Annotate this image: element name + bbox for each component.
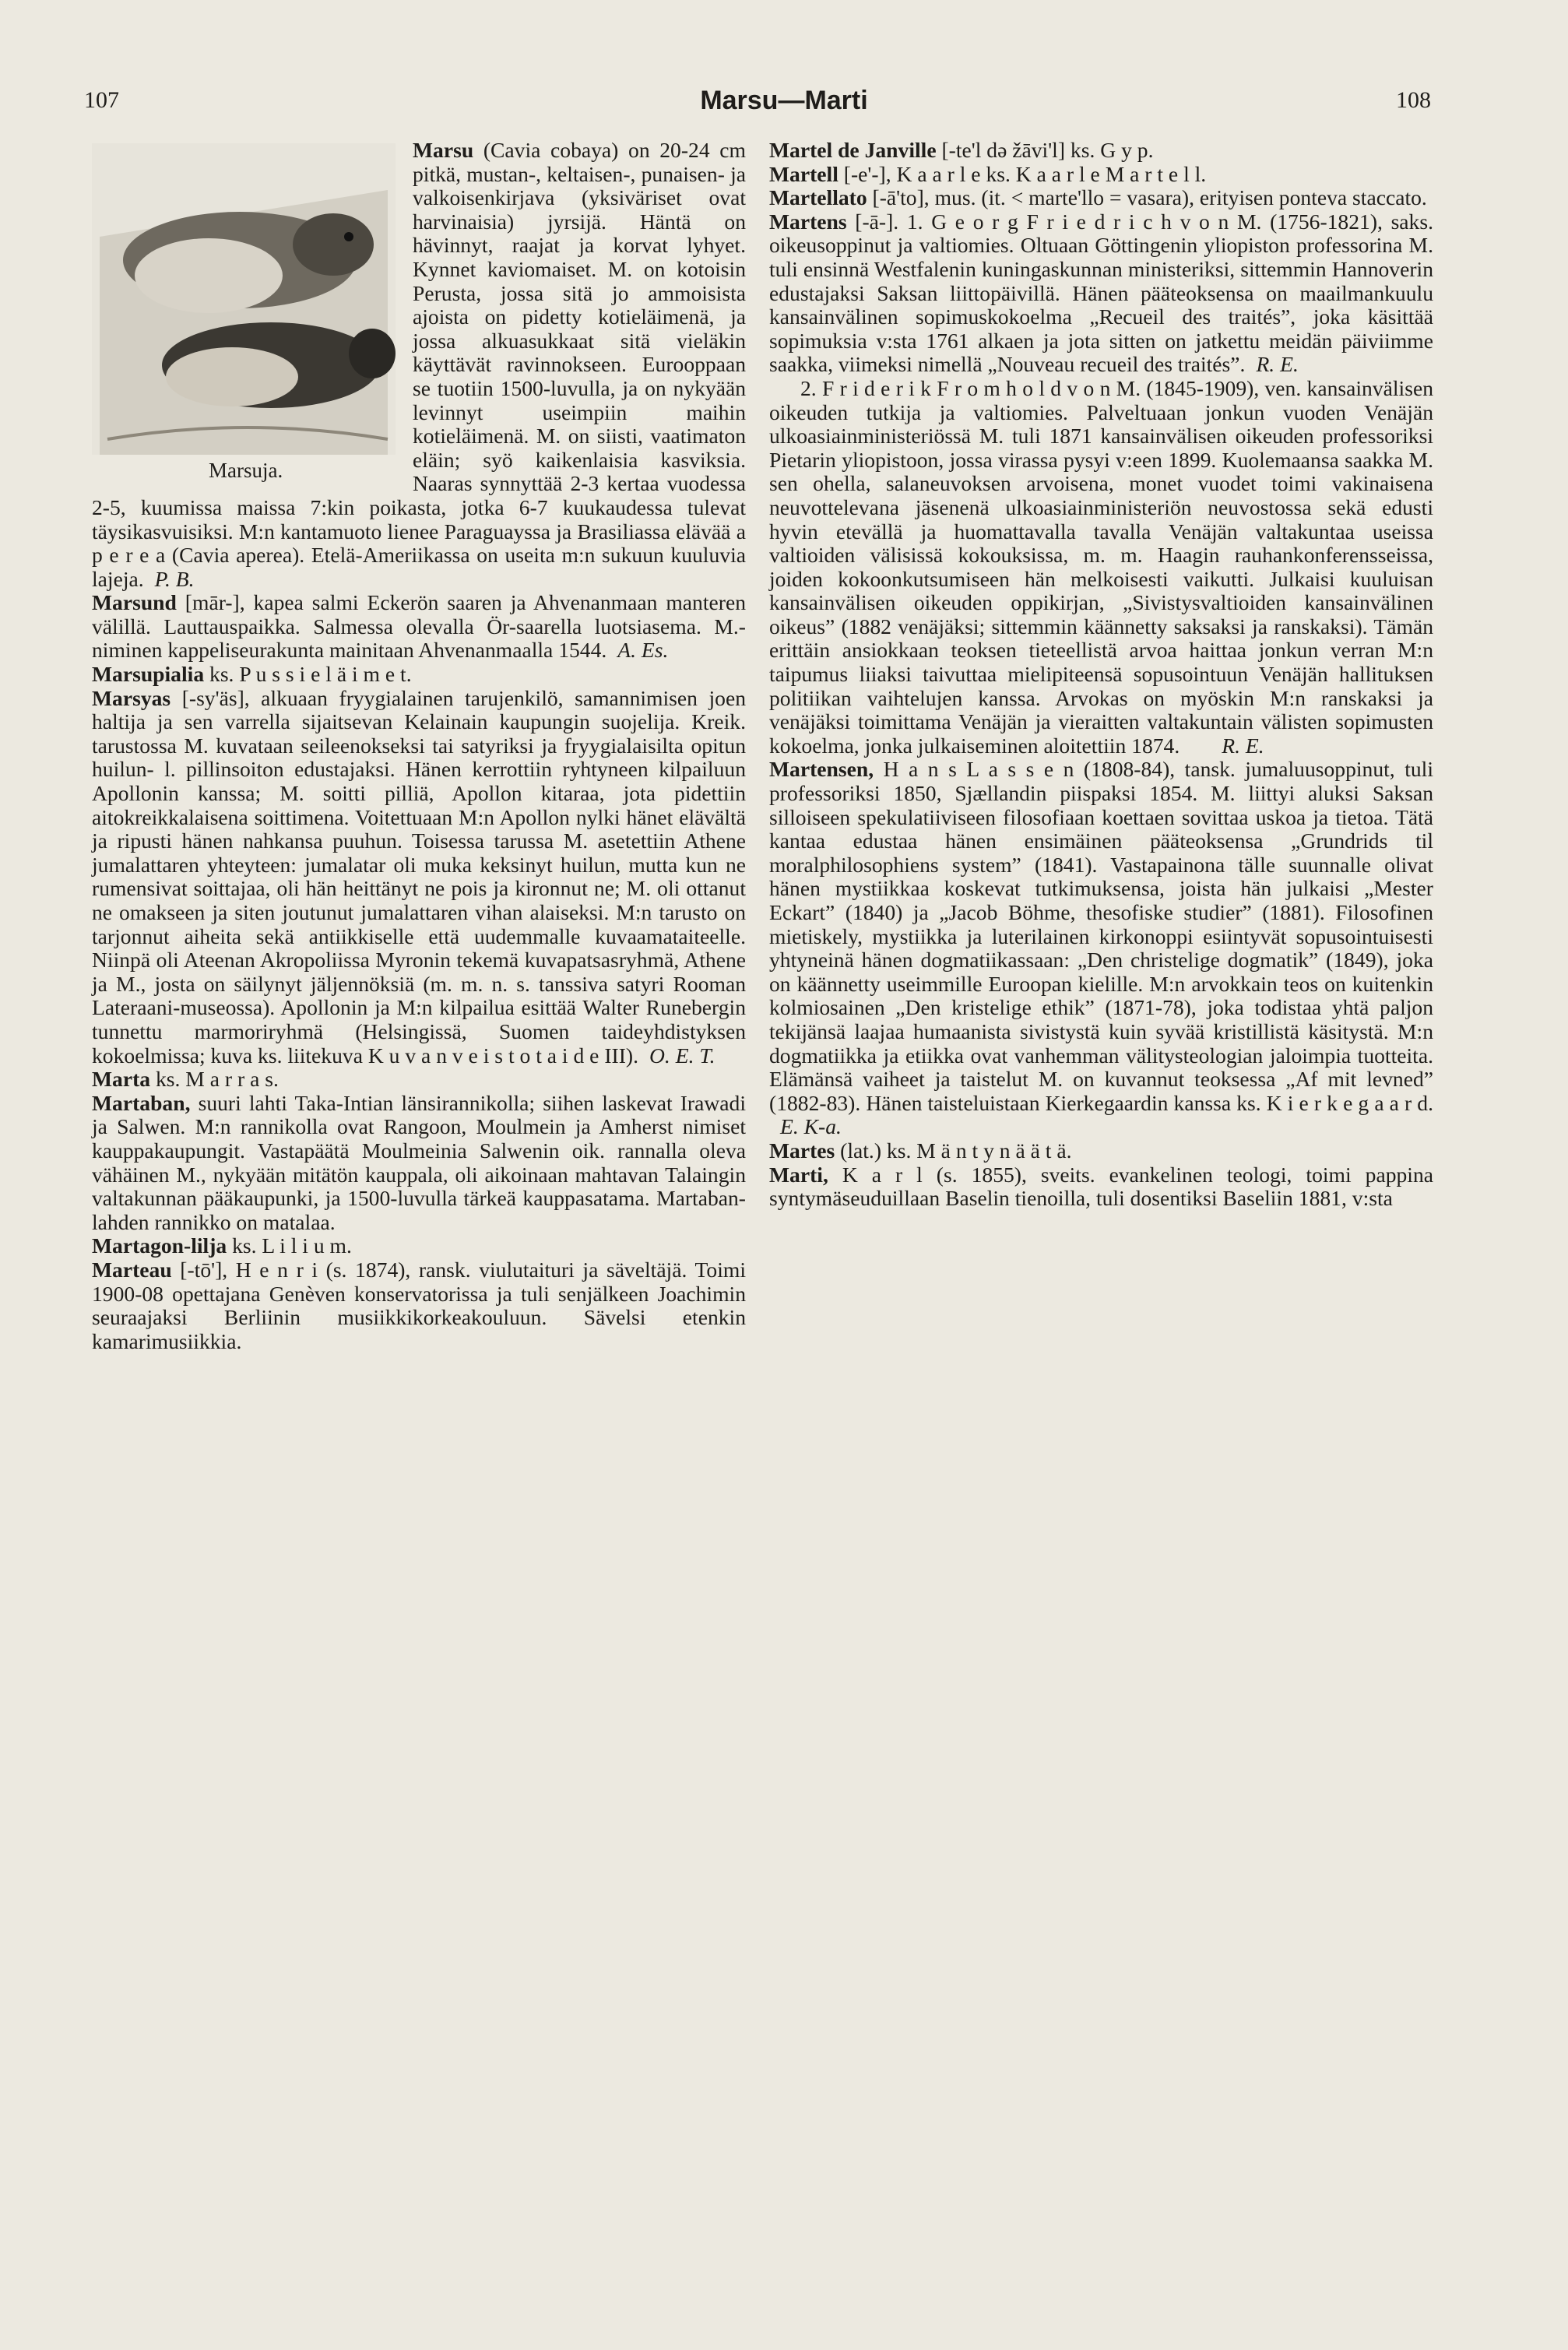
entry <box>769 210 1433 377</box>
entry-body: ks. P u s s i e l ä i m e t. <box>204 662 412 687</box>
entry-headword: Marsund <box>92 590 177 615</box>
guinea-pig-drawing <box>92 143 396 455</box>
entry-headword: Marsyas <box>92 685 171 710</box>
entry <box>92 1234 746 1258</box>
entry-body: [-te'l də žāvi'l] ks. G y p. <box>936 138 1154 162</box>
entry-headword: Martagon-lilja <box>92 1233 227 1258</box>
entry-signature: O. E. T. <box>649 1043 715 1068</box>
entry <box>769 758 1433 1139</box>
entry <box>92 687 746 1068</box>
entry-body: (lat.) ks. M ä n t y n ä ä t ä. <box>835 1138 1072 1163</box>
entry-body: K a r l (s. 1855), sveits. evankelinen teologi, toimi pappina syntymäseuduillaan Baselin tienoilla, tuli dosentiksi Baseliin 1881, v:sta <box>769 1162 1433 1211</box>
page-number-right: 108 <box>1396 87 1431 113</box>
entry-body: H a n s L a s s e n (1808-84), tansk. jumaluusoppinut, tuli professoriksi 1850, Sjællandin piispaksi 1854. M. liittyi aluksi Saksan silloiseen spekulatiiviseen filosofiaan koettaen sovittaa uskoa ja tietoa. Tätä kantaa edustaa hänen ensimäinen pääteoksensa „Grundrids til moralphilosophiens system” (1841). Vastapainona tälle suunnalle olivat hänen mystiikkaa koskevat tutkimuksensa, joista hän julkaisi „Mester Eckart” (1840) ja „Jacob Böhme, thesofiske studier” (1881). Filosofinen mietiskely, mystiikka ja luterilainen kirkonoppi esiintyvät sopusointuisesti yhtyneinä hänen dogmatiikassaan: „Den christelige dogmatik” (1849), joka on käännetty useimmille Euroopan kielille. M:n arvokkain teos on kuitenkin kolmiosainen „Den kristelige ethik” (1871-78), joka todistaa yhtä paljon tekijänsä laajaa humaanista sivistystä kuin syvää kristillistä käsitystä. M:n dogmatiikka ja etiikka ovat vanhemman välitysteologian jaloimpia tuotteita. Elämänsä vaiheet ja taistelut M. on kuvannut teoksessa „Af mit levned” (1882-83). Hänen taisteluistaan Kierkegaardin kanssa ks. K i e r k e g a a r d. <box>769 757 1433 1115</box>
entry <box>769 186 1433 210</box>
page-number-left: 107 <box>84 87 119 113</box>
right-column <box>769 139 1433 1211</box>
entry <box>92 1068 746 1092</box>
entry-signature: A. Es. <box>617 638 669 663</box>
entry <box>92 139 746 591</box>
running-head: Marsu—Marti <box>700 86 868 115</box>
entry <box>769 139 1433 163</box>
entry-headword: Martel de Janville <box>769 138 937 162</box>
entry-body: 2. F r i d e r i k F r o m h o l d v o n M. (1845-1909), ven. kansainvälisen oikeuden tutkija ja valtiomies. Palveltuaan jonkun vuoden Venäjän ulkoasiainministeriössä M. tuli 1871 kansainvälisen oikeuden professoriksi Pietarin yliopistoon, jossa virassa pysyi v:een 1899. Kuolemaansa saakka M. sen ohella, salaneuvoksen arvoisena, monet vuodet toimi vakinaisena neuvottelevana jäsenenä ulkoasiainministeriön neuvostossa sekä edusti hyvin etevällä ja huomattavalla tavalla Venäjän valtakuntaa useissa valtioiden välisissä kokouksissa, m. m. Haagin rauhankonferensseissa, joiden kokoonkutsumiseen hän melkoisesti vaikutti. Julkaisi kuuluisan kansainvälisen oikeuden oppikirjan, „Sivistysvaltioiden kansainvälinen oikeus” (1882 venäjäksi; sittemmin käännetty saksaksi ja ranskaksi). Tämän erittäin ansiokkaan teoksen tieteellistä arvoa haittaa jonkun verran M:n taipumus liiaksi taivuttaa mielipiteensä sopusointuun Venäjän hallituksen politiikan vaihtelujen kanssa. Arvokas on myöskin M:n ranskaksi ja venäjäksi toimittama Venäjän ja vieraitten valtakuntain välisten sopimusten kokoelma, jonka julkaiseminen aloitettiin 1874. <box>769 375 1433 758</box>
entry-headword: Martellato <box>769 185 867 210</box>
entry-headword: Marta <box>92 1067 151 1092</box>
entry-body: [-ā-]. 1. G e o r g F r i e d r i c h v o n M. (1756-1821), saks. oikeusoppinut ja valtiomies. Oltuaan Göttingenin yliopiston professorina M. tuli ensinnä Westfalenin kuningaskunnan ministeriksi, sittemmin Hannoverin edustajaksi Saksan liittopäivillä. Hänen pääteoksensa on maailmankuulu kansainvälinen sopimuskokoelma „Recueil des traités”, joka käsittää sopimuksia v:sta 1761 alkaen ja jota sitten on jatkettu meidän päiviimme saakka, viimeksi nimellä „Nouveau recueil des traités”. <box>769 209 1433 377</box>
entry-headword: Martell <box>769 161 838 186</box>
entry <box>92 663 746 687</box>
entry-headword: Martensen, <box>769 757 874 782</box>
entry-body: [-ā'to], mus. (it. < marte'llo = vasara), erityisen ponteva staccato. <box>867 185 1427 210</box>
entry <box>769 377 1433 758</box>
entry-body: [-e'-], K a a r l e ks. K a a r l e M a r t e l l. <box>838 161 1207 186</box>
entry <box>769 1139 1433 1163</box>
guinea-pig-illustration <box>92 143 396 486</box>
entry-body: ks. L i l i u m. <box>227 1233 352 1258</box>
entry-body: (Cavia cobaya) on 20-24 cm pitkä, mustan-, keltaisen-, punaisen- ja valkoisenkirjava (yksiväriset ovat harvinaisia) jyrsijä. Häntä on hävinnyt, raajat ja korvat lyhyet. Kynnet kaviomaiset. M. on kotoisin Perusta, jossa sitä jo ammoisista ajoista on pidetty kotieläimenä, ja jossa alkuasukkaat sitä vieläkin käyttävät ravinnokseen. Eurooppaan se tuotiin 1500-luvulla, ja on nykyään levinnyt useimpiin maihin kotieläimenä. M. on siisti, vaatimaton eläin; syö kaikenlaisia kasviksia. Naaras synnyttää 2-3 kertaa vuodessa 2-5, kuumissa maissa 7:kin poikasta, jotka 6-7 kuukaudessa tulevat täysikasvuisiksi. M:n kantamuoto lienee Paraguayssa ja Brasiliassa elävää a p e r e a (Cavia aperea). Etelä-Ameriikassa on useita m:n sukuun kuuluvia lajeja. <box>92 138 746 591</box>
entry-body: [-tō'], H e n r i (s. 1874), ransk. viulutaituri ja säveltäjä. Toimi 1900-08 opettajana Genèven konservatorissa ja tuli senjälkeen Joachimin seuraajaksi Berliinin musiikkikorkeakouluun. Sävelsi etenkin kamarimusiikkia. <box>92 1257 746 1353</box>
entry-signature: P. B. <box>154 566 195 591</box>
entry-body: [-sy'äs], alkuaan fryygialainen tarujenkilö, samannimisen joen haltija ja sen varrella sijaitsevan Kelainain kaupungin suojelija. Kreik. tarustossa M. kuvataan seileenokseksi tai satyriksi ja fryygialaisilta opitun huilun- l. pillinsoiton edustajaksi. Hänen kerrottiin ryhtyneen kilpailuun Apollonin kanssa; M. soitti pilliä, Apollon kitaraa, jota pidettiin aitokreikkalaisena soittimena. Voitettuaan M:n Apollon nylki hänet elävältä ja ripusti hänen nahkansa puuhun. Toisessa tarussa M. asetettiin Athene jumalattaren yhteyteen: jumalatar oli muka keksinyt huilun, mutta kun ne rumensivat soittajaa, oli hän heittänyt ne pois ja kironnut ne; M. oli ottanut ne omakseen ja siten joutunut jumalattaren vihan alaiseksi. M:n tarusto on tarjonnut aiheita sekä antiikkiselle että uudemmalle kuvaamataiteelle. Niinpä oli Ateenan Akropoliissa Myronin tekemä kuvapatsasryhmä, Athene ja M., josta on säilynyt jäljennöksiä (m. m. n. s. tanssiva satyri Rooman Lateraani-museossa). Apollonin ja M:n kilpailua esittää Walter Runebergin tunnettu marmoriryhmä (Helsingissä, Suomen taideyhdistyksen kokoelmissa; kuva ks. liitekuva K u v a n v e i s t o t a i d e III). <box>92 685 746 1068</box>
entry-headword: Martaban, <box>92 1090 191 1115</box>
entry <box>92 1092 746 1235</box>
entry-body: [mār-], kapea salmi Eckerön saaren ja Ahvenanmaan manteren välillä. Lauttauspaikka. Salmessa olevalla Ör-saarella luotsiasema. M.-niminen kappeliseurakunta mainitaan Ahvenanmaalla 1544. <box>92 590 746 663</box>
entry-signature: R. E. <box>1222 733 1264 758</box>
page-header <box>0 87 1568 126</box>
entry-signature: R. E. <box>1256 352 1299 377</box>
entry <box>92 591 746 663</box>
entry-headword: Marti, <box>769 1162 828 1187</box>
entry-headword: Martens <box>769 209 847 234</box>
entry-body: suuri lahti Taka-Intian länsirannikolla; siihen laskevat Irawadi ja Salwen. M:n rannikolla ovat Rangoon, Moulmein ja Amherst nimiset kauppakaupungit. Vastapäätä Moulmeinia Salwenin oik. rannalla oleva vähäinen M., nykyään mitätön kauppala, oli aikoinaan mahtavan Talaingin valtakunnan pääkaupunki, ja 1500-luvulla tärkeä kauppasatama. Martaban-lahden rannikko on matalaa. <box>92 1090 746 1234</box>
entry-signature: E. K-a. <box>780 1114 842 1139</box>
entry-headword: Marteau <box>92 1257 172 1282</box>
entry-headword: Marsupialia <box>92 662 205 687</box>
entry <box>92 1258 746 1353</box>
entry-body: ks. M a r r a s. <box>150 1067 279 1092</box>
entry <box>769 163 1433 187</box>
left-column <box>92 139 746 1353</box>
entry-headword: Martes <box>769 1138 835 1163</box>
figure-caption: Marsuja. <box>209 459 283 482</box>
entry-headword: Marsu <box>413 138 474 162</box>
entry <box>769 1163 1433 1211</box>
